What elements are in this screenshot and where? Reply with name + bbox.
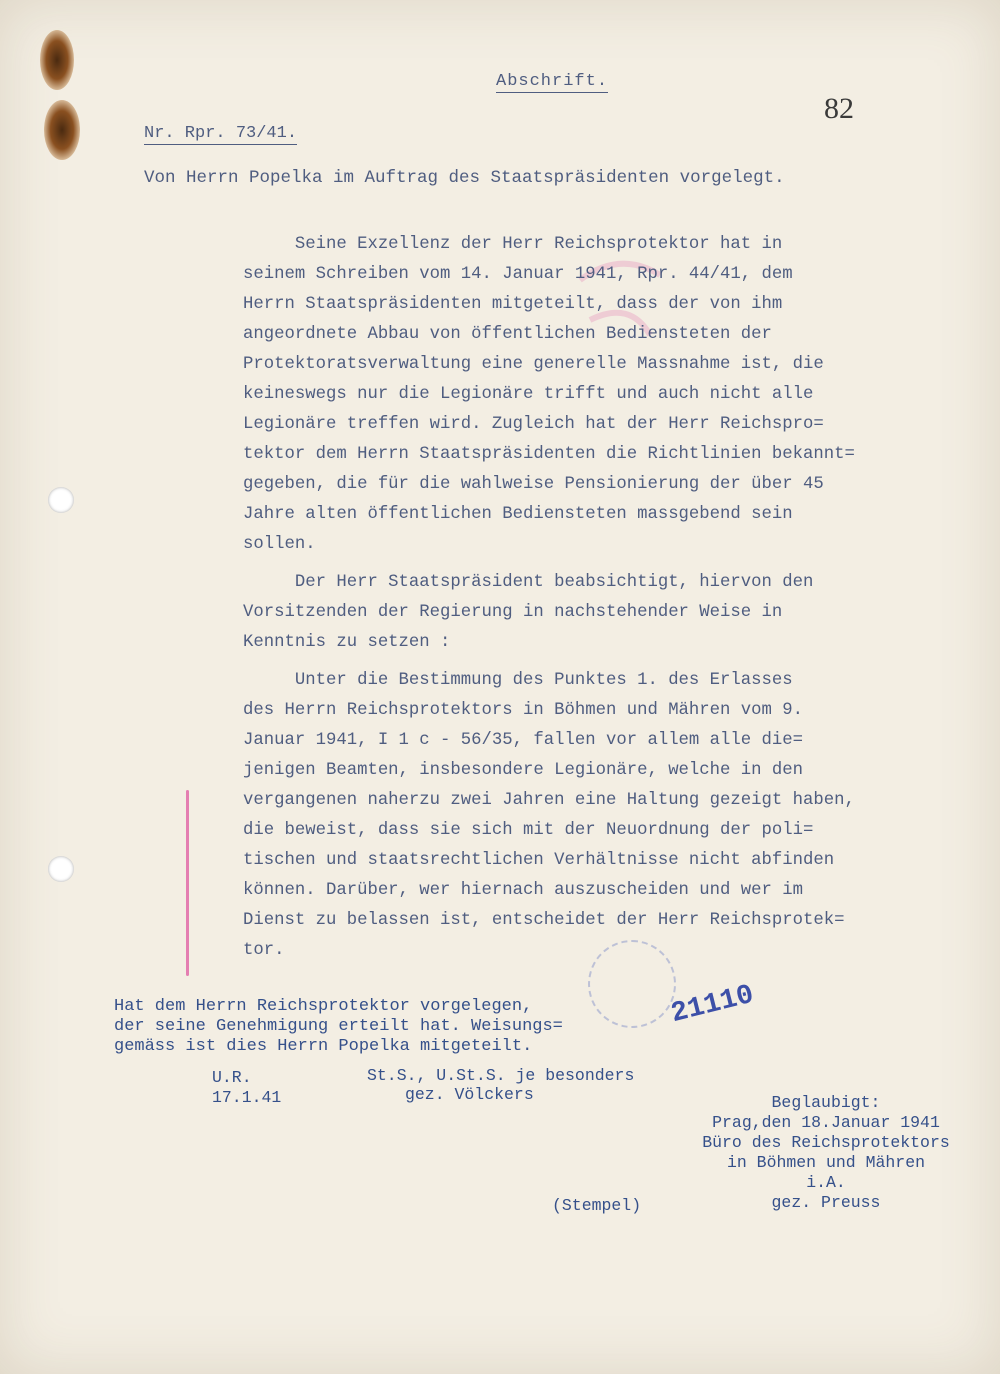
pink-margin-line xyxy=(186,790,189,976)
ur-date: 17.1.41 xyxy=(212,1088,282,1107)
intro-line: Von Herrn Popelka im Auftrag des Staatspräsidenten vorgelegt. xyxy=(144,168,785,188)
body-line: sollen. xyxy=(243,535,316,554)
body-line: Januar 1941, I 1 c - 56/35, fallen vor allem alle die= xyxy=(243,731,804,750)
body-line: Legionäre treffen wird. Zugleich hat der Herr Reichspro= xyxy=(243,415,824,434)
body-line: vergangenen naherzu zwei Jahren eine Haltung gezeigt haben, xyxy=(243,791,855,810)
letter-body xyxy=(243,230,943,966)
punch-hole-bottom xyxy=(48,856,74,882)
body-line: Der Herr Staatspräsident beabsichtigt, hiervon den xyxy=(243,573,814,592)
body-line: des Herrn Reichsprotektors in Böhmen und Mähren vom 9. xyxy=(243,701,804,720)
body-line: keineswegs nur die Legionäre trifft und auch nicht alle xyxy=(243,385,814,404)
body-line: Jahre alten öffentlichen Bediensteten massgebend sein xyxy=(243,505,793,524)
stamp-label: (Stempel) xyxy=(552,1196,642,1215)
ur-label: U.R. xyxy=(212,1068,252,1087)
signed-voelckers: gez. Völckers xyxy=(405,1085,534,1104)
document-title: Abschrift. xyxy=(496,72,609,91)
body-line: die beweist, dass sie sich mit der Neuordnung der poli= xyxy=(243,821,814,840)
certification-line: gez. Preuss xyxy=(771,1193,881,1212)
certification-line: in Böhmen und Mähren xyxy=(726,1153,926,1172)
certification-block xyxy=(666,1093,986,1213)
body-line: Kenntnis zu setzen : xyxy=(243,633,451,652)
approval-line: der seine Genehmigung erteilt hat. Weisungs= xyxy=(114,1017,563,1036)
body-line: angeordnete Abbau von öffentlichen Bediensteten der xyxy=(243,325,772,344)
body-line: Herrn Staatspräsidenten mitgeteilt, dass der von ihm xyxy=(243,295,783,314)
burn-mark xyxy=(44,100,80,160)
approval-line: gemäss ist dies Herrn Popelka mitgeteilt. xyxy=(114,1037,533,1056)
burn-mark xyxy=(40,30,74,90)
punch-hole-top xyxy=(48,487,74,513)
stamp-number: 21110 xyxy=(668,979,758,1031)
page-number: 82 xyxy=(824,92,854,125)
body-line: können. Darüber, wer hiernach auszuscheiden und wer im xyxy=(243,881,804,900)
certification-line: i.A. xyxy=(806,1173,846,1192)
body-line: Vorsitzenden der Regierung in nachstehender Weise in xyxy=(243,603,783,622)
approval-line: Hat dem Herrn Reichsprotektor vorgelegen, xyxy=(114,997,533,1016)
approval-note xyxy=(114,997,563,1057)
body-line: Dienst zu belassen ist, entscheidet der Herr Reichsprotek= xyxy=(243,911,845,930)
body-line: Protektoratsverwaltung eine generelle Massnahme ist, die xyxy=(243,355,824,374)
body-line: tor. xyxy=(243,941,285,960)
body-line: gegeben, die für die wahlweise Pensionierung der über 45 xyxy=(243,475,824,494)
reference-number: Nr. Rpr. 73/41. xyxy=(144,124,298,143)
certification-line: Büro des Reichsprotektors xyxy=(702,1133,950,1152)
certification-line: Beglaubigt: xyxy=(771,1093,881,1112)
body-line: seinem Schreiben vom 14. Januar 1941, Rpr. 44/41, dem xyxy=(243,265,793,284)
body-line: Seine Exzellenz der Herr Reichsprotektor hat in xyxy=(243,235,783,254)
body-line: jenigen Beamten, insbesondere Legionäre, welche in den xyxy=(243,761,804,780)
certification-line: Prag,den 18.Januar 1941 xyxy=(712,1113,940,1132)
body-line: tektor dem Herrn Staatspräsidenten die Richtlinien bekannt= xyxy=(243,445,855,464)
sts-line: St.S., U.St.S. je besonders xyxy=(367,1066,635,1085)
body-line: tischen und staatsrechtlichen Verhältnisse nicht abfinden xyxy=(243,851,835,870)
body-line: Unter die Bestimmung des Punktes 1. des Erlasses xyxy=(243,671,793,690)
